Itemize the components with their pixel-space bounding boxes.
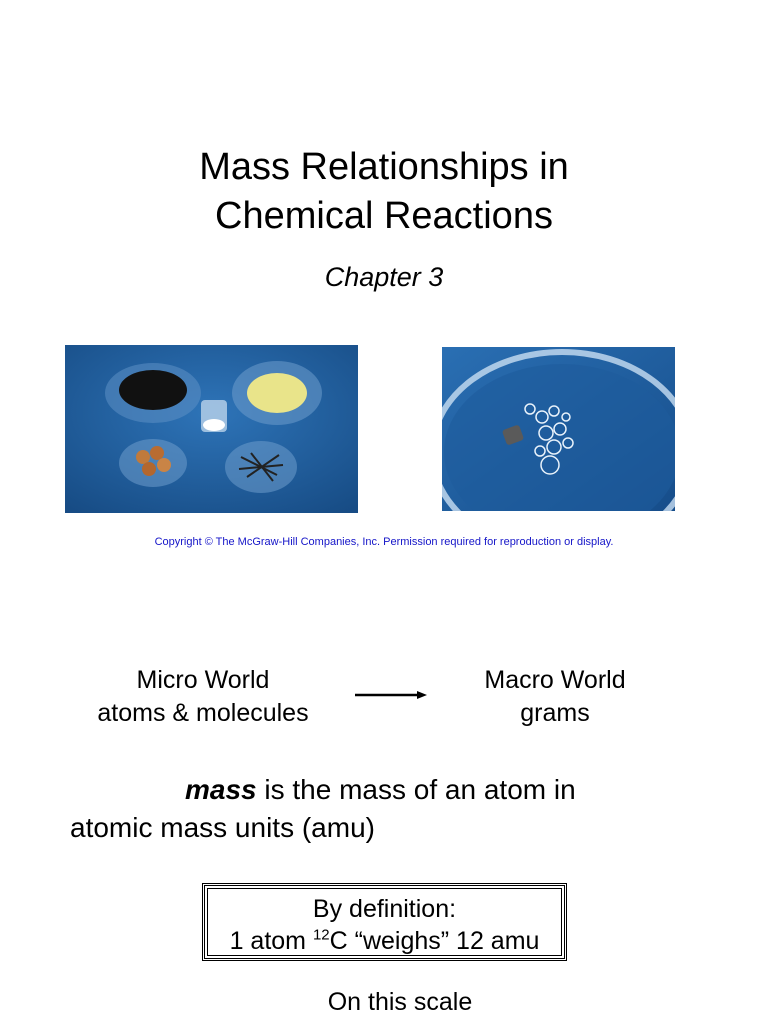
mass-definition xyxy=(70,771,720,847)
definition-prefix: 1 atom xyxy=(229,927,313,955)
slide-title xyxy=(0,143,768,241)
definition-box-line-1: By definition: xyxy=(312,895,457,923)
definition-box-line-2 xyxy=(205,925,564,957)
mass-definition-line-2: atomic mass units (amu) xyxy=(70,812,375,843)
micro-world-heading: Micro World xyxy=(136,666,270,694)
scale-text: On this scale xyxy=(327,988,473,1016)
macro-world-block xyxy=(450,664,660,730)
macro-world-heading: Macro World xyxy=(484,666,626,694)
substances-photo xyxy=(65,345,358,513)
copyright-notice: Copyright © The McGraw-Hill Companies, Inc. Permission required for reproduction or display. xyxy=(154,536,614,548)
definition-box xyxy=(202,883,567,961)
micro-world-text: atoms & molecules xyxy=(97,699,309,727)
title-line-1: Mass Relationships in xyxy=(199,146,569,188)
isotope-superscript: 12 xyxy=(312,926,330,944)
right-arrow-icon xyxy=(355,686,430,704)
chapter-subtitle: Chapter 3 xyxy=(324,262,444,292)
mass-term: mass xyxy=(185,774,257,805)
title-line-2: Chemical Reactions xyxy=(215,195,553,237)
micro-world-block xyxy=(70,664,336,730)
mass-definition-line-1 xyxy=(70,771,720,809)
macro-world-text: grams xyxy=(520,699,590,727)
reaction-photo-image xyxy=(442,347,675,511)
mass-definition-text: is the mass of an atom in xyxy=(256,774,576,805)
definition-suffix: C “weighs” 12 amu xyxy=(329,927,540,955)
reaction-photo xyxy=(442,347,675,511)
substances-photo-image xyxy=(65,345,358,513)
